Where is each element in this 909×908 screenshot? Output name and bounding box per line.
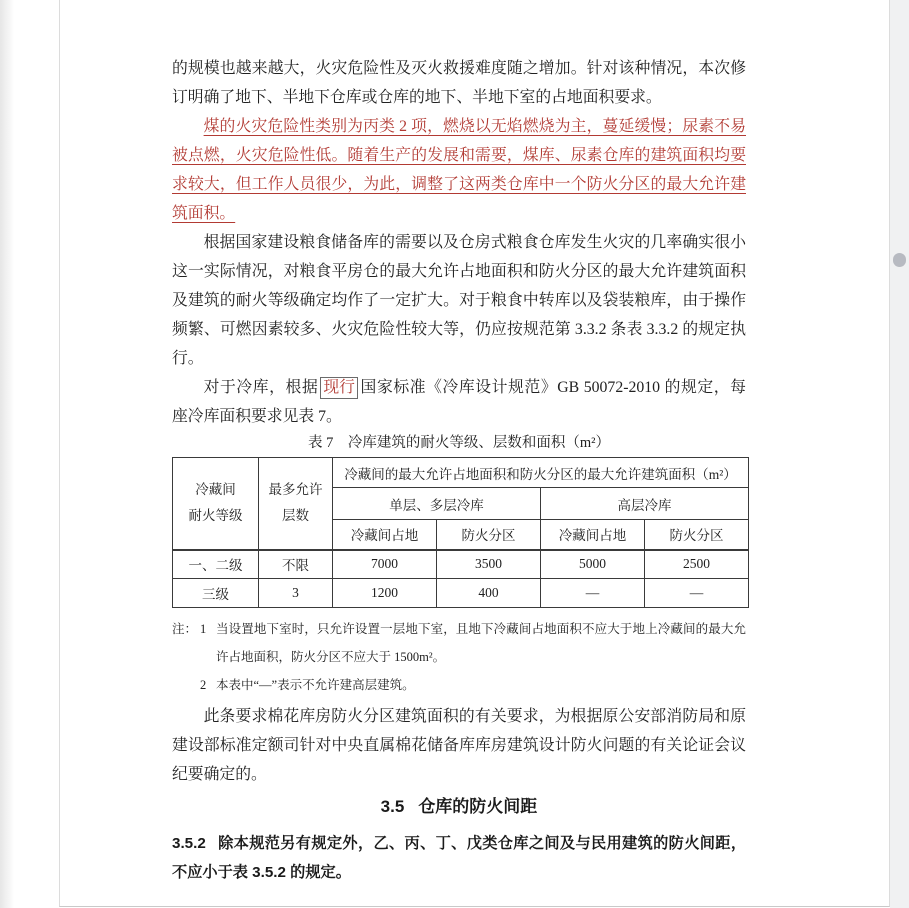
table7 <box>172 457 749 608</box>
page-edge-shadow <box>0 0 16 908</box>
note-text: 当设置地下室时，只允许设置一层地下室，且地下冷藏间占地面积不应大于地上冷藏间的最大允许占地面积，防火分区不应大于 1500m²。 <box>216 622 746 664</box>
note-item-2 <box>172 672 746 700</box>
table7-cell: 400 <box>437 579 541 608</box>
table7-row-grade-1-2 <box>173 550 749 579</box>
page-content <box>172 0 746 887</box>
note-number: 2 <box>200 678 207 692</box>
document-page <box>59 0 890 907</box>
section-title: 仓库的防火间距 <box>418 796 538 816</box>
provision-text: 除本规范另有规定外，乙、丙、丁、戊类仓库之间及与民用建筑的防火间距，不应小于表 3.5.2 的规定。 <box>172 834 746 881</box>
notes-label: 注： <box>172 622 198 636</box>
table7-cell: — <box>645 579 749 608</box>
cold-storage-paragraph <box>172 373 746 431</box>
table7-cell: — <box>541 579 645 608</box>
table7-cell: 不限 <box>259 550 333 579</box>
table7-header-sub-footprint-2: 冷藏间占地 <box>541 520 645 550</box>
table7-cell: 7000 <box>333 550 437 579</box>
table7-notes <box>172 616 746 700</box>
table7-header-span: 冷藏间的最大允许占地面积和防火分区的最大允许建筑面积（m²） <box>333 458 749 488</box>
section-heading-3-5 <box>172 795 746 819</box>
table7-cell: 3 <box>259 579 333 608</box>
inserted-term-box: 现行 <box>320 377 358 399</box>
table7-cell: 三级 <box>173 579 259 608</box>
note-text: 本表中“—”表示不允许建高层建筑。 <box>216 678 415 692</box>
table7-header-group-single-multi: 单层、多层冷库 <box>333 488 541 520</box>
table7-cell: 2500 <box>645 550 749 579</box>
cold-storage-paragraph-prefix: 对于冷库，根据 <box>203 379 319 396</box>
continuation-paragraph: 的规模也越来越大，火灾危险性及灭火救援难度随之增加。针对该种情况，本次修订明确了地下、半地下仓库或仓库的地下、半地下室的占地面积要求。 <box>172 60 746 106</box>
table7-row-grade-3 <box>173 579 749 608</box>
scrollbar-track[interactable] <box>890 0 909 908</box>
provision-3-5-2 <box>172 829 746 887</box>
provision-number: 3.5.2 <box>172 834 206 852</box>
cotton-warehouse-paragraph: 此条要求棉花库房防火分区建筑面积的有关要求，为根据原公安部消防局和原建设部标准定额司针对中央直属棉花储备库库房建筑设计防火问题的有关论证会议纪要确定的。 <box>172 707 746 783</box>
table7-header-max-floors: 最多允许 层数 <box>259 458 333 550</box>
table7-header-fire-grade: 冷藏间 耐火等级 <box>173 458 259 550</box>
note-item-1 <box>172 616 746 671</box>
notes-label-spacer <box>172 672 200 700</box>
table7-title: 表 7 冷库建筑的耐火等级、层数和面积（m²） <box>308 435 610 451</box>
table7-header-group-highrise: 高层冷库 <box>541 488 749 520</box>
table7-cell: 一、二级 <box>173 550 259 579</box>
table7-header-sub-footprint-1: 冷藏间占地 <box>333 520 437 550</box>
note-number: 1 <box>200 622 207 636</box>
table7-header-sub-compartment-1: 防火分区 <box>437 520 541 550</box>
table7-cell: 3500 <box>437 550 541 579</box>
table7-cell: 1200 <box>333 579 437 608</box>
table7-header-sub-compartment-2: 防火分区 <box>645 520 749 550</box>
grain-storage-paragraph: 根据国家建设粮食储备库的需要以及仓房式粮食仓库发生火灾的几率确实很小这一实际情况，对粮食平房仓的最大允许占地面积和防火分区的最大允许建筑面积及建筑的耐火等级确定均作了一定扩大。对于粮食中转库以及袋装粮库，由于操作频繁、可燃因素较多、火灾危险性较大等，仍应按规范第 3.3.2 条表 3.3.2 的规定执行。 <box>172 234 746 367</box>
section-number: 3.5 <box>380 796 405 816</box>
revision-marked-paragraph: 煤的火灾危险性类别为丙类 2 项，燃烧以无焰燃烧为主，蔓延缓慢；尿素不易被点燃，火灾危险性低。随着生产的发展和需要，煤库、尿素仓库的建筑面积均要求较大，但工作人员很少，为此，调整了这两类仓库中一个防火分区的最大允许建筑面积。 <box>172 118 746 222</box>
scrollbar-thumb[interactable] <box>893 253 906 267</box>
cold-storage-paragraph-suffix: 国家标准《冷库设计规范》GB 50072-2010 的规定，每座冷库面积要求见表 7。 <box>172 379 746 425</box>
table7-cell: 5000 <box>541 550 645 579</box>
